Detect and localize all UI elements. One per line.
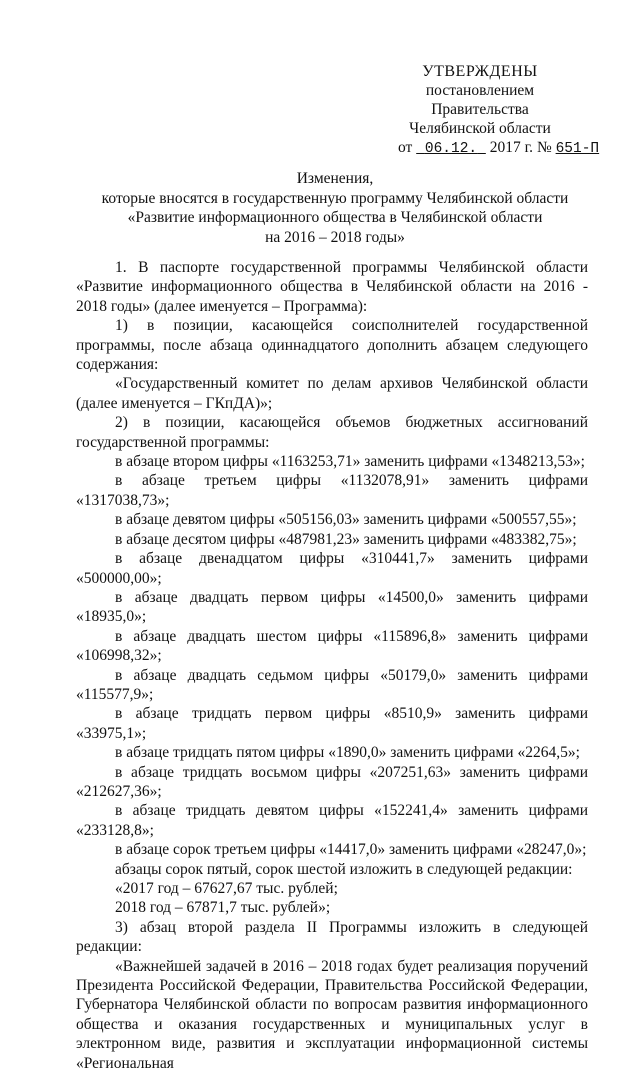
document-heading [60, 169, 610, 247]
paragraph: в абзаце двадцать шестом цифры «115896,8» заменить цифрами «106998,32»; [76, 627, 588, 665]
approval-date-line [380, 138, 600, 159]
approval-year: 2017 г. [489, 139, 534, 156]
paragraph: в абзаце тридцать восьмом цифры «207251,63» заменить цифрами «212627,36»; [76, 763, 588, 800]
paragraph: 1. В паспорте государственной программы Челябинской области «Развитие информационного общества в Челябинской области на 2016 - 2018 годы» (далее именуется – Программа): [76, 259, 588, 315]
date-prefix: от [398, 139, 413, 156]
approval-title: УТВЕРЖДЕНЫ [422, 63, 538, 80]
paragraph: «Государственный комитет по делам архивов Челябинской области (далее именуется – ГКпДА)»; [76, 375, 588, 412]
paragraph: в абзаце двадцать первом цифры «14500,0» заменить цифрами «18935,0»; [76, 588, 588, 626]
heading-line-4: на 2016 – 2018 годы» [265, 228, 405, 246]
paragraph: в абзаце тридцать пятом цифры «1890,0» заменить цифрами «2264,5»; [115, 744, 580, 762]
paragraph: абзацы сорок пятый, сорок шестой изложить в следующей редакции: [115, 860, 573, 878]
paragraph: в абзаце третьем цифры «1132078,91» заменить цифрами «1317038,73»; [76, 472, 588, 509]
paragraph: 1) в позиции, касающейся соисполнителей государственной программы, после абзаца одиннадцатого дополнить абзацем следующего содержания: [76, 317, 588, 374]
heading-line-3: «Развитие информационного общества в Челябинской области [127, 209, 543, 226]
paragraph: в абзаце втором цифры «1163253,71» заменить цифрами «1348213,53»; [115, 453, 585, 471]
paragraph: в абзаце двенадцатом цифры «310441,7» заменить цифрами «500000,00»; [76, 550, 588, 587]
paragraph: «2017 год – 67627,67 тыс. рублей; [115, 880, 338, 897]
document-body [76, 258, 588, 1073]
paragraph: в абзаце двадцать седьмом цифры «50179,0» заменить цифрами «115577,9»; [76, 666, 588, 703]
paragraph: 2018 год – 67871,7 тыс. рублей»; [115, 899, 331, 917]
heading-line-1: Изменения, [296, 170, 374, 187]
paragraph: 3) абзац второй раздела II Программы изложить в следующей редакции: [76, 918, 588, 956]
paragraph: в абзаце тридцать девятом цифры «152241,4» заменить цифрами «233128,8»; [76, 802, 588, 839]
paragraph: в абзаце тридцать первом цифры «8510,9» заменить цифрами «33975,1»; [76, 705, 588, 742]
paragraph: в абзаце десятом цифры «487981,23» заменить цифрами «483382,75»; [115, 530, 577, 548]
heading-line-2: которые вносятся в государственную программу Челябинской области [101, 189, 569, 207]
paragraph: в абзаце сорок третьем цифры «14417,0» заменить цифрами «28247,0»; [115, 841, 587, 859]
approval-number: 651-П [555, 141, 600, 157]
paragraph: «Важнейшей задачей в 2016 – 2018 годах будет реализация поручений Президента Российской Федерации, Правительства Российской Федерации, Губернатора Челябинской области по вопросам развития информационного общества и оказания государственных и муниципальных услуг в электронном виде, развития и эксплуатации информационной системы «Региональная [76, 957, 588, 1072]
paragraph: 2) в позиции, касающейся объемов бюджетных ассигнований государственной программы: [76, 414, 588, 451]
approval-line-1: постановлением Правительства [425, 82, 535, 118]
approval-line-2: Челябинской области [409, 120, 551, 137]
number-sign: № [536, 139, 552, 156]
approval-block [380, 62, 600, 159]
paragraph: в абзаце девятом цифры «505156,03» заменить цифрами «500557,55»; [115, 511, 577, 529]
approval-date: 06.12. [424, 141, 478, 157]
